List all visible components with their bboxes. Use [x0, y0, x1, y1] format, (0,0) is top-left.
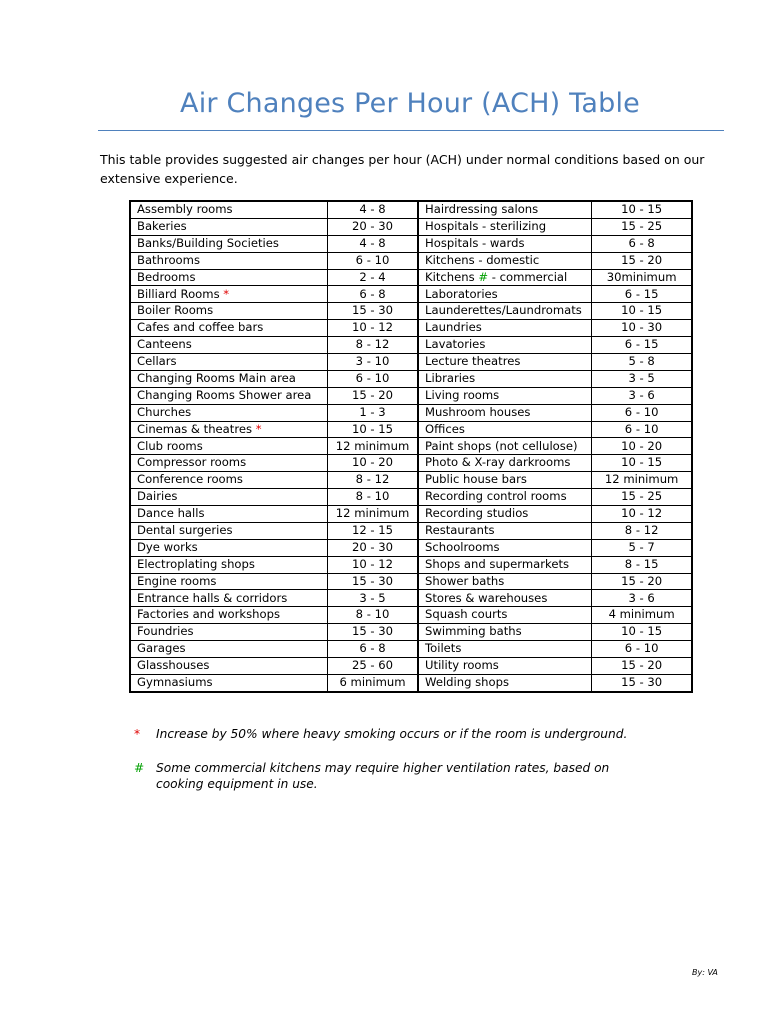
footnote-text: Increase by 50% where heavy smoking occurs or if the room is underground. [156, 727, 628, 741]
table-row [130, 404, 692, 421]
ach-value-cell: 12 minimum [328, 506, 419, 523]
ach-value-cell: 2 - 4 [328, 269, 419, 286]
room-name: Recording studios [425, 506, 529, 521]
room-name: Lecture theatres [425, 354, 521, 369]
room-name-cell [130, 286, 328, 303]
room-name-cell [418, 303, 592, 320]
room-name-cell [130, 455, 328, 472]
room-name: Hairdressing salons [425, 202, 539, 217]
table-row [130, 607, 692, 624]
room-name: Shops and supermarkets [425, 556, 570, 571]
ach-value-cell: 6 - 10 [592, 404, 692, 421]
ach-value-cell: 8 - 12 [328, 472, 419, 489]
room-name-cell [130, 387, 328, 404]
room-name-cell [418, 641, 592, 658]
room-name: Restaurants [425, 522, 495, 537]
star-symbol: * [134, 727, 141, 741]
room-name-cell [418, 252, 592, 269]
room-name: Garages [137, 641, 186, 656]
footnote-star [130, 726, 650, 742]
room-name: Welding shops [425, 674, 510, 689]
room-name: Photo & X-ray darkrooms [425, 455, 571, 470]
table-row [130, 303, 692, 320]
table-row [130, 201, 692, 218]
ach-value-cell: 15 - 20 [592, 252, 692, 269]
room-name: Boiler Rooms [137, 303, 214, 318]
room-name: Factories and workshops [137, 607, 281, 622]
table-row [130, 455, 692, 472]
room-name-cell [418, 539, 592, 556]
ach-table-body [130, 201, 692, 692]
room-name-cell [130, 489, 328, 506]
room-name-cell [418, 337, 592, 354]
room-name: Living rooms [425, 387, 500, 402]
room-name: Toilets [425, 641, 462, 656]
room-name-cell [418, 370, 592, 387]
room-name-cell [418, 556, 592, 573]
ach-value-cell: 15 - 20 [592, 658, 692, 675]
ach-value-cell: 3 - 5 [328, 590, 419, 607]
room-name: Recording control rooms [425, 489, 567, 504]
room-name-cell [130, 472, 328, 489]
room-name: Shower baths [425, 573, 505, 588]
ach-value-cell: 8 - 10 [328, 607, 419, 624]
room-name: Gymnasiums [137, 674, 213, 689]
ach-value-cell: 15 - 20 [328, 387, 419, 404]
room-name-cell [130, 607, 328, 624]
ach-value-cell: 10 - 20 [592, 438, 692, 455]
room-name: Bathrooms [137, 252, 200, 267]
room-name: Hospitals - sterilizing [425, 218, 547, 233]
room-name: Entrance halls & corridors [137, 590, 288, 605]
table-row [130, 539, 692, 556]
room-name-cell [418, 354, 592, 371]
room-name: Dye works [137, 539, 198, 554]
ach-value-cell: 6 - 8 [592, 235, 692, 252]
room-name-cell [418, 235, 592, 252]
table-row [130, 556, 692, 573]
ach-value-cell: 12 minimum [328, 438, 419, 455]
ach-value-cell: 6 - 10 [328, 370, 419, 387]
room-name: Changing Rooms Shower area [137, 387, 312, 402]
room-name: Electroplating shops [137, 556, 255, 571]
room-name-cell [418, 624, 592, 641]
table-row [130, 573, 692, 590]
ach-value-cell: 15 - 30 [328, 624, 419, 641]
table-row [130, 590, 692, 607]
room-name: Mushroom houses [425, 404, 531, 419]
ach-value-cell: 15 - 25 [592, 489, 692, 506]
room-name-cell [130, 303, 328, 320]
table-row [130, 235, 692, 252]
ach-value-cell: 15 - 30 [328, 303, 419, 320]
room-name: Cafes and coffee bars [137, 320, 264, 335]
room-name: Compressor rooms [137, 455, 247, 470]
room-name-cell [130, 539, 328, 556]
ach-value-cell: 20 - 30 [328, 539, 419, 556]
room-name-cell [418, 658, 592, 675]
ach-value-cell: 15 - 25 [592, 218, 692, 235]
room-name: Utility rooms [425, 658, 499, 673]
room-name-cell [130, 269, 328, 286]
room-name: Paint shops (not cellulose) [425, 438, 578, 453]
room-name-cell [418, 421, 592, 438]
footnotes [130, 726, 650, 810]
hash-marker: # [478, 269, 489, 284]
room-name-cell [418, 286, 592, 303]
table-row [130, 641, 692, 658]
ach-value-cell: 6 - 8 [328, 641, 419, 658]
room-name: Kitchens [425, 269, 479, 284]
table-row [130, 421, 692, 438]
room-name: Swimming baths [425, 624, 522, 639]
table-row [130, 674, 692, 691]
ach-value-cell: 8 - 12 [592, 522, 692, 539]
ach-value-cell: 4 minimum [592, 607, 692, 624]
star-marker: * [223, 286, 230, 301]
table-row [130, 624, 692, 641]
room-name-cell [418, 201, 592, 218]
ach-value-cell: 3 - 6 [592, 590, 692, 607]
ach-value-cell: 10 - 15 [592, 201, 692, 218]
ach-value-cell: 8 - 15 [592, 556, 692, 573]
room-name-cell [130, 522, 328, 539]
table-row [130, 286, 692, 303]
ach-value-cell: 10 - 30 [592, 320, 692, 337]
table-row [130, 354, 692, 371]
room-name-cell [418, 522, 592, 539]
ach-value-cell: 6 - 10 [592, 641, 692, 658]
room-name-cell [130, 624, 328, 641]
room-name: Glasshouses [137, 658, 210, 673]
room-name-cell [418, 489, 592, 506]
ach-value-cell: 6 - 15 [592, 337, 692, 354]
table-row [130, 252, 692, 269]
room-name: Hospitals - wards [425, 235, 525, 250]
room-name: Banks/Building Societies [137, 235, 279, 250]
ach-value-cell: 6 - 10 [592, 421, 692, 438]
star-marker: * [255, 421, 262, 436]
table-row [130, 658, 692, 675]
room-name-cell [130, 556, 328, 573]
room-name: Laundries [425, 320, 482, 335]
ach-value-cell: 10 - 15 [328, 421, 419, 438]
table-row [130, 438, 692, 455]
room-name: Laboratories [425, 286, 498, 301]
room-name-cell [418, 269, 592, 286]
room-name: Dairies [137, 489, 178, 504]
room-name-cell [130, 506, 328, 523]
table-row [130, 522, 692, 539]
room-name: Assembly rooms [137, 202, 233, 217]
room-name: Club rooms [137, 438, 203, 453]
table-row [130, 472, 692, 489]
ach-value-cell: 8 - 12 [328, 337, 419, 354]
room-name: Conference rooms [137, 472, 243, 487]
table-row [130, 320, 692, 337]
room-name-cell [130, 674, 328, 691]
ach-value-cell: 3 - 5 [592, 370, 692, 387]
room-name: Squash courts [425, 607, 508, 622]
room-name-cell [130, 404, 328, 421]
room-name: Schoolrooms [425, 539, 500, 554]
room-name-cell [130, 421, 328, 438]
ach-value-cell: 1 - 3 [328, 404, 419, 421]
room-name-cell [130, 218, 328, 235]
ach-value-cell: 30minimum [592, 269, 692, 286]
room-name: Dental surgeries [137, 522, 233, 537]
ach-value-cell: 5 - 7 [592, 539, 692, 556]
room-name: Lavatories [425, 337, 486, 352]
ach-value-cell: 10 - 15 [592, 624, 692, 641]
room-name-cell [130, 235, 328, 252]
table-row [130, 218, 692, 235]
room-name: Billiard Rooms [137, 286, 224, 301]
ach-value-cell: 6 - 10 [328, 252, 419, 269]
room-name-cell [418, 320, 592, 337]
ach-value-cell: 6 - 15 [592, 286, 692, 303]
ach-value-cell: 25 - 60 [328, 658, 419, 675]
room-name: Public house bars [425, 472, 527, 487]
room-name: Libraries [425, 370, 476, 385]
title-underline [98, 130, 724, 131]
room-name: Changing Rooms Main area [137, 370, 296, 385]
room-name-cell [130, 573, 328, 590]
ach-value-cell: 20 - 30 [328, 218, 419, 235]
room-name: Dance halls [137, 506, 205, 521]
ach-value-cell: 10 - 15 [592, 303, 692, 320]
room-name: Launderettes/Laundromats [425, 303, 582, 318]
ach-value-cell: 3 - 6 [592, 387, 692, 404]
table-row [130, 370, 692, 387]
intro-paragraph: This table provides suggested air changes per hour (ACH) under normal conditions based on our extensive experience. [100, 152, 705, 186]
room-name-cell [130, 252, 328, 269]
room-name-cell [130, 320, 328, 337]
hash-symbol: # [134, 761, 145, 775]
room-name: Engine rooms [137, 573, 217, 588]
room-name-cell [418, 387, 592, 404]
table-row [130, 489, 692, 506]
table-row [130, 387, 692, 404]
ach-value-cell: 10 - 12 [328, 320, 419, 337]
room-name-cell [130, 337, 328, 354]
room-name: Offices [425, 421, 465, 436]
room-name-cell [418, 506, 592, 523]
room-name: Churches [137, 404, 192, 419]
room-name-cell [418, 455, 592, 472]
room-name-cell [418, 573, 592, 590]
ach-value-cell: 5 - 8 [592, 354, 692, 371]
room-name: Canteens [137, 337, 192, 352]
table-row [130, 506, 692, 523]
ach-value-cell: 10 - 15 [592, 455, 692, 472]
room-name-cell [130, 658, 328, 675]
room-name: Stores & warehouses [425, 590, 548, 605]
ach-value-cell: 12 - 15 [328, 522, 419, 539]
room-name-cell [418, 218, 592, 235]
ach-value-cell: 4 - 8 [328, 201, 419, 218]
ach-value-cell: 10 - 20 [328, 455, 419, 472]
room-name-cell [418, 674, 592, 691]
room-name: Cinemas & theatres [137, 421, 256, 436]
ach-value-cell: 8 - 10 [328, 489, 419, 506]
ach-value-cell: 6 minimum [328, 674, 419, 691]
ach-value-cell: 15 - 20 [592, 573, 692, 590]
room-name-cell [418, 607, 592, 624]
ach-value-cell: 6 - 8 [328, 286, 419, 303]
ach-table [129, 200, 693, 693]
room-name: Bakeries [137, 218, 187, 233]
room-name-cell [130, 201, 328, 218]
footnote-hash [130, 760, 650, 792]
room-name: Bedrooms [137, 269, 196, 284]
table-row [130, 337, 692, 354]
ach-value-cell: 10 - 12 [592, 506, 692, 523]
ach-value-cell: 10 - 12 [328, 556, 419, 573]
byline: By: VA [692, 968, 718, 977]
room-name: Kitchens - domestic [425, 252, 540, 267]
room-name-suffix: - commercial [488, 269, 568, 284]
ach-value-cell: 3 - 10 [328, 354, 419, 371]
room-name-cell [130, 641, 328, 658]
ach-value-cell: 15 - 30 [328, 573, 419, 590]
room-name-cell [418, 590, 592, 607]
page-title: Air Changes Per Hour (ACH) Table [180, 88, 640, 119]
ach-value-cell: 4 - 8 [328, 235, 419, 252]
room-name-cell [130, 438, 328, 455]
footnote-text: Some commercial kitchens may require higher ventilation rates, based on cooking equipment in use. [156, 761, 610, 791]
ach-value-cell: 15 - 30 [592, 674, 692, 691]
room-name-cell [130, 590, 328, 607]
room-name: Cellars [137, 354, 177, 369]
room-name: Foundries [137, 624, 194, 639]
room-name-cell [418, 404, 592, 421]
ach-value-cell: 12 minimum [592, 472, 692, 489]
room-name-cell [130, 354, 328, 371]
table-row [130, 269, 692, 286]
room-name-cell [418, 438, 592, 455]
room-name-cell [130, 370, 328, 387]
room-name-cell [418, 472, 592, 489]
